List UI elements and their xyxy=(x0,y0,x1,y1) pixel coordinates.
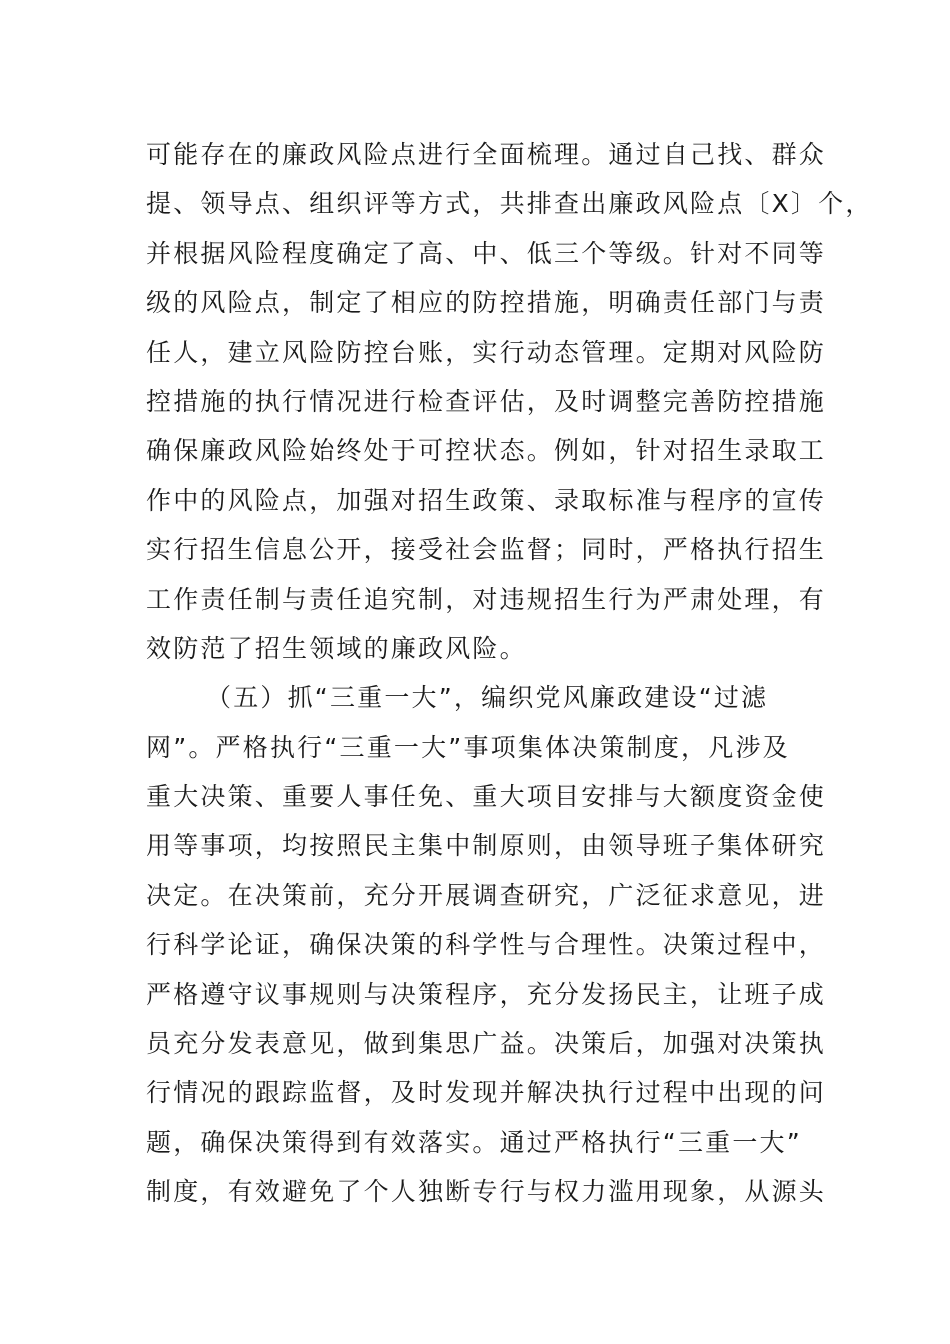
text-line-13: 网”。严格执行“三重一大”事项集体决策制度，凡涉及 xyxy=(146,732,790,762)
text-line-15: 用等事项，均按照民主集中制原则，由领导班子集体研究 xyxy=(146,831,827,861)
section-heading-line: （五）抓“三重一大”，编织党风廉政建设“过滤 xyxy=(206,683,769,713)
text-line-9: 实行招生信息公开，接受社会监督；同时，严格执行招生 xyxy=(146,535,827,565)
text-line-20: 行情况的跟踪监督，及时发现并解决执行过程中出现的问 xyxy=(146,1078,827,1108)
text-line-16: 决定。在决策前，充分开展调查研究，广泛征求意见，进 xyxy=(146,880,827,910)
document-body xyxy=(146,130,873,1217)
text-line-14: 重大决策、重要人事任免、重大项目安排与大额度资金使 xyxy=(146,782,827,812)
text-line-19: 员充分发表意见，做到集思广益。决策后，加强对决策执 xyxy=(146,1029,827,1059)
text-line-17: 行科学论证，确保决策的科学性与合理性。决策过程中， xyxy=(146,930,827,960)
text-line-10: 工作责任制与责任追究制，对违规招生行为严肃处理，有 xyxy=(146,584,827,614)
text-line-4: 级的风险点，制定了相应的防控措施，明确责任部门与责 xyxy=(146,288,827,318)
text-line-11: 效防范了招生领域的廉政风险。 xyxy=(146,633,527,663)
text-line-1: 可能存在的廉政风险点进行全面梳理。通过自己找、群众 xyxy=(146,140,827,169)
text-line-21: 题，确保决策得到有效落实。通过严格执行“三重一大” xyxy=(146,1127,802,1157)
text-line-18: 严格遵守议事规则与决策程序，充分发扬民主，让班子成 xyxy=(146,979,827,1009)
text-line-5: 任人，建立风险防控台账，实行动态管理。定期对风险防 xyxy=(146,337,827,367)
text-line-7: 确保廉政风险始终处于可控状态。例如，针对招生录取工 xyxy=(146,436,827,466)
text-line-6: 控措施的执行情况进行检查评估，及时调整完善防控措施 xyxy=(146,386,827,416)
text-line-8: 作中的风险点，加强对招生政策、录取标准与程序的宣传 xyxy=(146,485,827,515)
text-line-3: 并根据风险程度确定了高、中、低三个等级。针对不同等 xyxy=(146,238,827,268)
text-line-2: 提、领导点、组织评等方式，共排查出廉政风险点〔X〕个， xyxy=(146,189,873,219)
text-line-22: 制度，有效避免了个人独断专行与权力滥用现象，从源头 xyxy=(146,1177,827,1207)
